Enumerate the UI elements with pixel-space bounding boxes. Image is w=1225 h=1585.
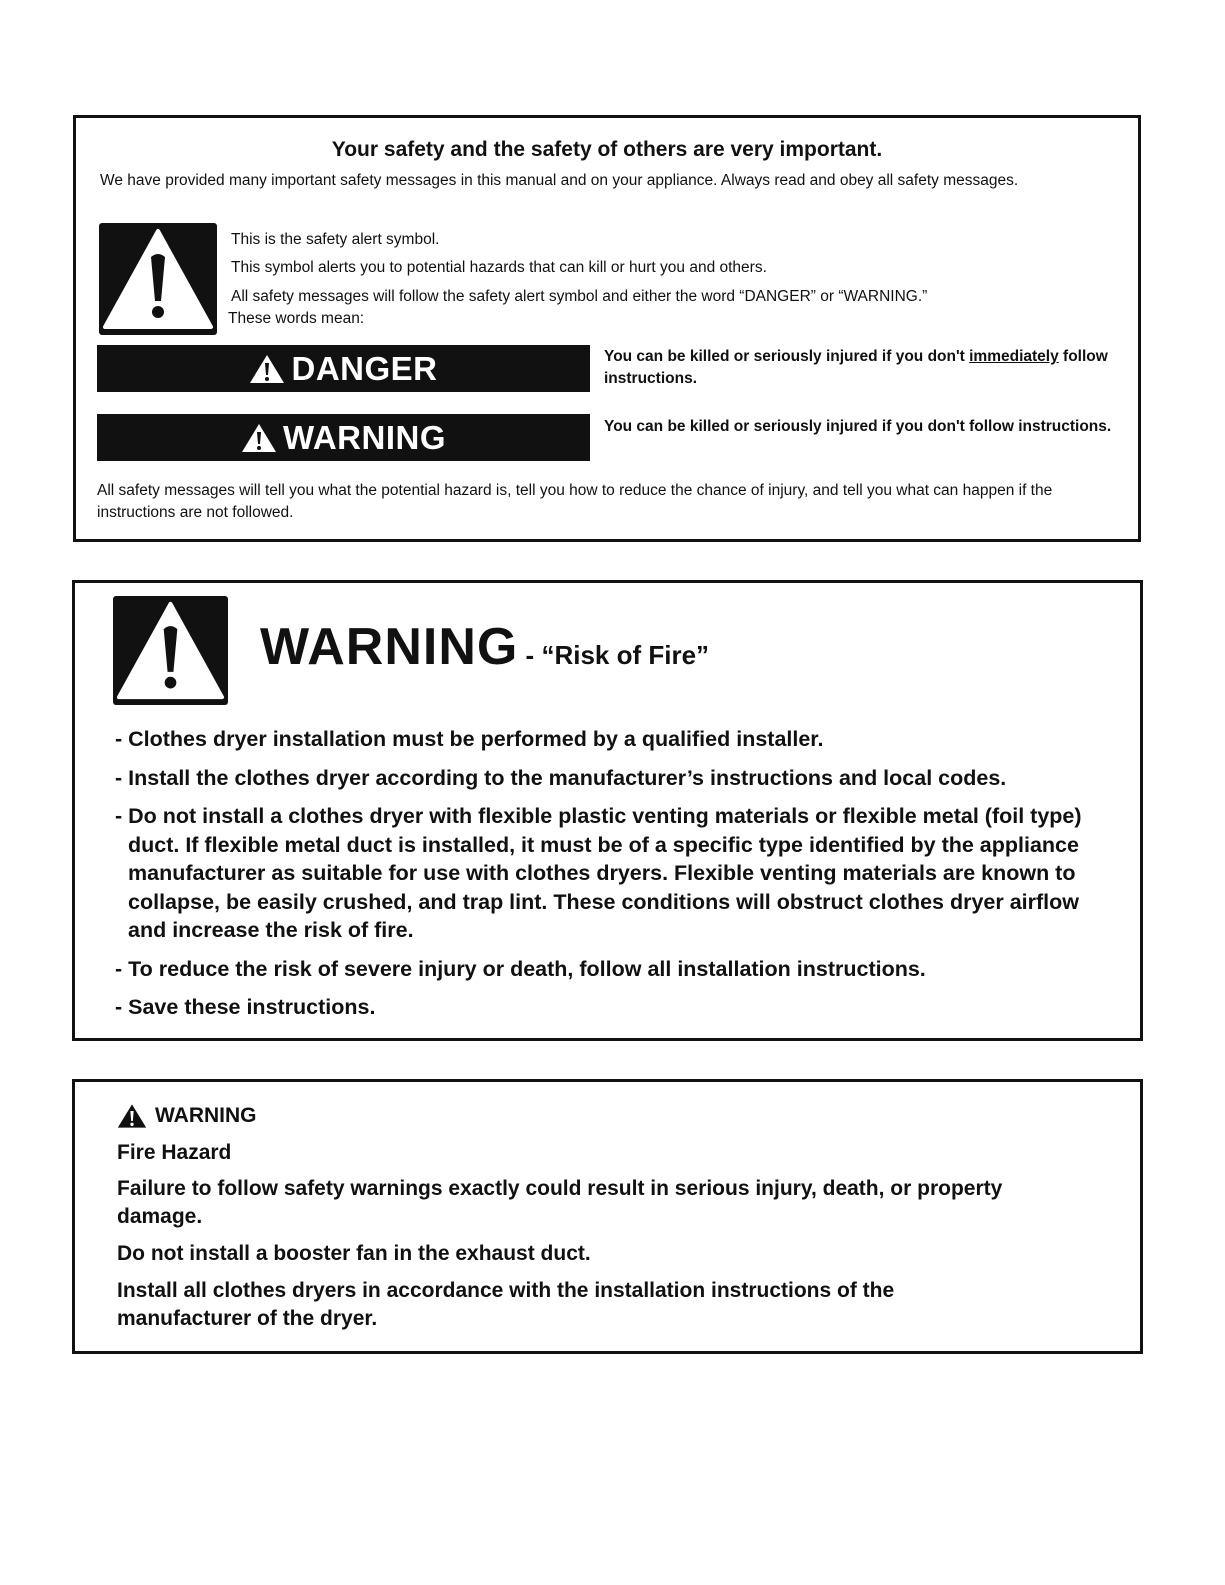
hazard-signal-word: WARNING: [155, 1104, 257, 1127]
safety-footer-text: All safety messages will tell you what the potential hazard is, tell you how to reduce the chance of injury, and tell you what can happen if the instructions are not followed.: [97, 482, 1053, 521]
warning-triangle-icon: [249, 354, 285, 384]
warning-triangle-icon: [241, 423, 277, 453]
warning-triangle-icon: [117, 1103, 147, 1129]
symbol-line-3: All safety messages will follow the safety alert symbol and either the word “DANGER” or “WARNING.”: [231, 288, 928, 305]
safety-alert-symbol-icon: [99, 223, 217, 335]
list-item: - Clothes dryer installation must be performed by a qualified installer.: [115, 727, 824, 751]
fire-instructions-list: [115, 725, 1110, 1032]
immediately-emphasis: immediately: [969, 348, 1059, 365]
hazard-paragraph: Failure to follow safety warnings exactly could result in serious injury, death, or property damage.: [117, 1177, 1003, 1228]
safety-intro-text: We have provided many important safety messages in this manual and on your appliance. Always read and obey all safety messages.: [100, 172, 1019, 189]
hazard-paragraph: Install all clothes dryers in accordance with the installation instructions of the manufacturer of the dryer.: [117, 1279, 895, 1330]
symbol-line-1: This is the safety alert symbol.: [231, 231, 440, 248]
hazard-name: Fire Hazard: [117, 1141, 232, 1164]
symbol-line-4: These words mean:: [228, 310, 365, 327]
risk-of-fire-heading: WARNING - “Risk of Fire”: [260, 618, 710, 676]
risk-of-fire-box: [72, 580, 1143, 1041]
safety-title: Your safety and the safety of others are very important.: [331, 138, 883, 161]
warning-description: You can be killed or seriously injured if you don't follow instructions.: [604, 418, 1112, 435]
risk-of-fire-subheading: “Risk of Fire”: [541, 640, 710, 670]
list-item: - To reduce the risk of severe injury or death, follow all installation instructions.: [115, 956, 926, 981]
list-item: - Do not install a clothes dryer with flexible plastic venting materials or flexible metal (foil type) duct. If flexible metal duct is installed, it must be of a specific type identified by the appliance manufacturer as suitable for use with clothes dryers. Flexible venting materials are known to collapse, be easily crushed, and trap lint. These conditions will obstruct clothes dryer airflow and increase the risk of fire.: [115, 804, 1082, 942]
hazard-signal-header: [117, 1102, 1020, 1130]
list-item: - Install the clothes dryer according to the manufacturer’s instructions and local codes.: [115, 765, 1007, 790]
fire-hazard-box: [72, 1079, 1143, 1354]
danger-label: DANGER: [291, 349, 438, 387]
list-item: - Save these instructions.: [115, 995, 376, 1019]
symbol-line-2: This symbol alerts you to potential hazards that can kill or hurt you and others.: [231, 259, 767, 276]
warning-heading: WARNING: [260, 618, 519, 676]
hazard-paragraph: Do not install a booster fan in the exhaust duct.: [117, 1242, 591, 1265]
fire-hazard-content: [117, 1102, 1020, 1342]
warning-label: WARNING: [283, 418, 446, 456]
safety-alert-symbol-icon: [113, 596, 228, 705]
danger-signal-bar: [97, 345, 590, 392]
danger-description: You can be killed or seriously injured if you don't immediately follow instructions.: [604, 348, 1108, 387]
warning-signal-bar: [97, 414, 590, 461]
safety-intro-box: [73, 115, 1141, 542]
